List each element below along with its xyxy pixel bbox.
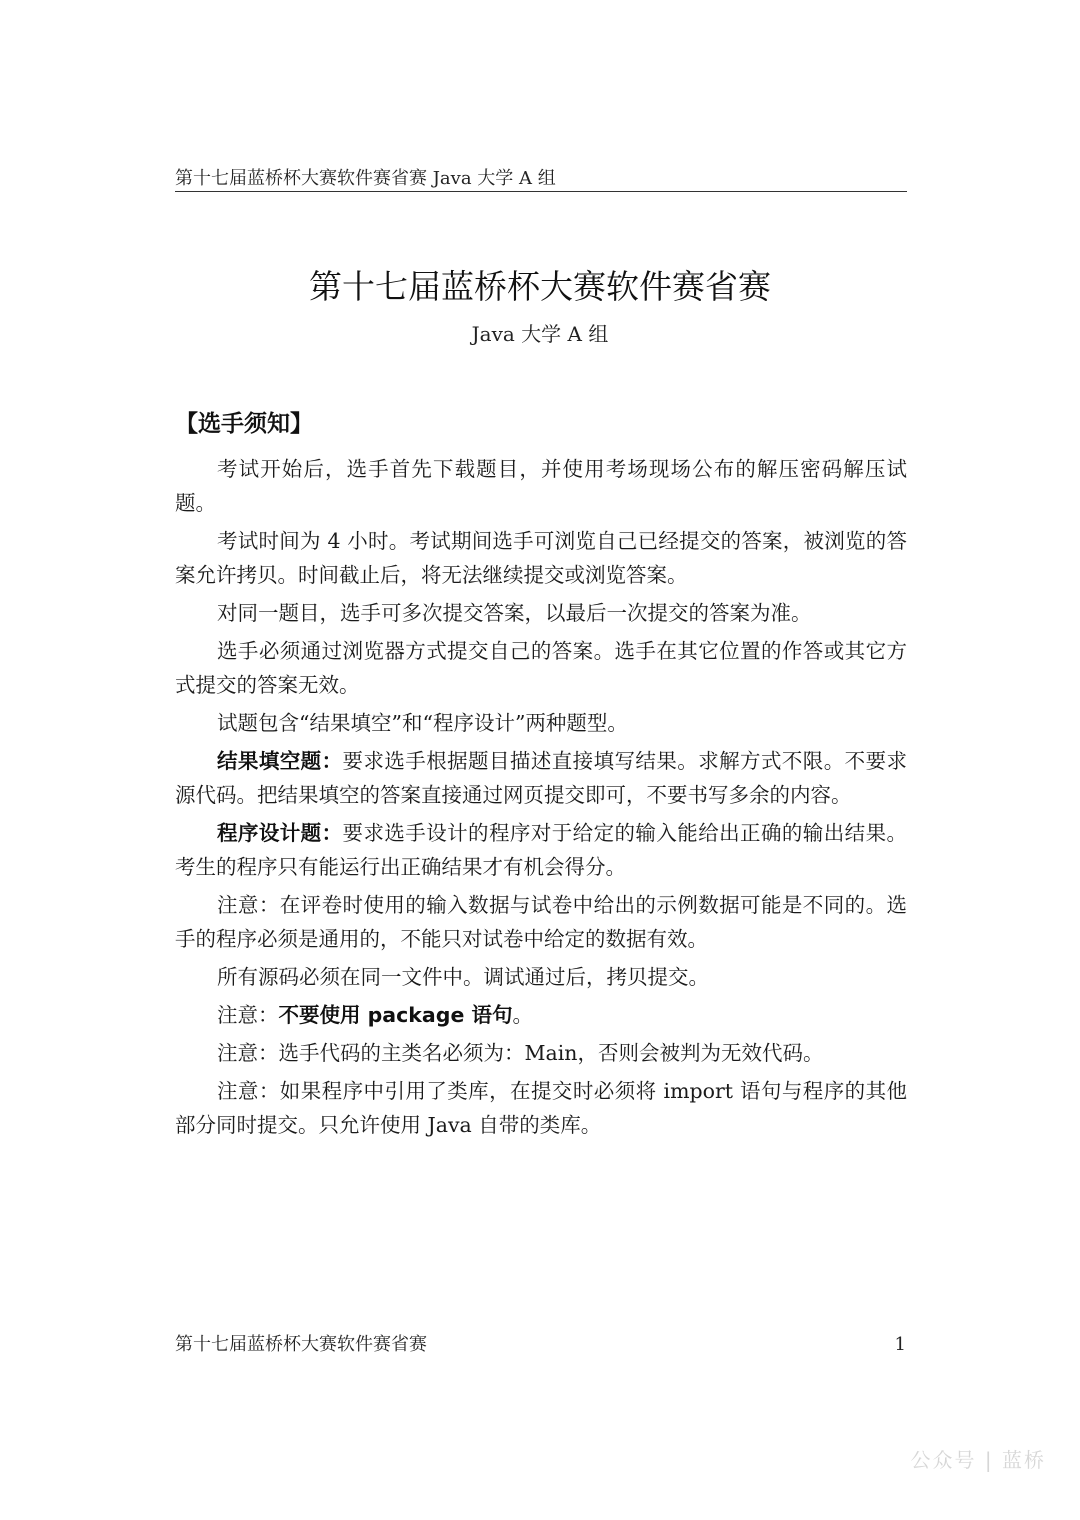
paragraph-text: 注意：在评卷时使用的输入数据与试卷中给出的示例数据可能是不同的。选手的程序必须是通用的，不能只对试卷中给定的数据有效。 [175, 893, 907, 951]
document-subtitle: Java 大学 A 组 [471, 322, 609, 346]
paragraph-text: 对同一题目，选手可多次提交答案，以最后一次提交的答案为准。 [217, 601, 812, 625]
note-prefix: 注意： [217, 1003, 279, 1027]
paragraph-text: 试题包含“结果填空”和“程序设计”两种题型。 [217, 711, 628, 735]
document-title: 第十七届蓝桥杯大赛软件赛省赛 [309, 267, 771, 306]
paragraph-exam-time [175, 524, 907, 592]
section-heading: 【选手须知】 [175, 411, 313, 437]
term-no-package: 不要使用 package 语句 [278, 1003, 513, 1027]
running-header: 第十七届蓝桥杯大赛软件赛省赛 Java 大学 A 组 [175, 168, 556, 189]
paragraph-programming [175, 816, 907, 884]
term-fill-blank: 结果填空题： [217, 749, 343, 773]
paragraph-fill-blank [175, 744, 907, 812]
paragraph-question-types [175, 706, 907, 740]
paragraph-text: 要求选手根据题目描述直接填写结果。求解方式不限。不要求源代码。把结果填空的答案直接通过网页提交即可，不要书写多余的内容。 [175, 749, 907, 807]
paragraph-browser-submit [175, 634, 907, 702]
running-footer: 第十七届蓝桥杯大赛软件赛省赛 [175, 1334, 427, 1355]
paragraph-single-file [175, 960, 907, 994]
term-programming: 程序设计题： [217, 821, 343, 845]
paragraph-text: 。 [512, 1003, 533, 1027]
paragraph-text: 考试开始后，选手首先下载题目，并使用考场现场公布的解压密码解压试题。 [175, 457, 907, 515]
paragraph-text: 注意：选手代码的主类名必须为：Main，否则会被判为无效代码。 [217, 1041, 824, 1065]
header-rule [175, 191, 907, 192]
paragraph-download [175, 452, 907, 520]
paragraph-text: 选手必须通过浏览器方式提交自己的答案。选手在其它位置的作答或其它方式提交的答案无效。 [175, 639, 907, 697]
paragraph-text: 要求选手设计的程序对于给定的输入能给出正确的输出结果。考生的程序只有能运行出正确结果才有机会得分。 [175, 821, 907, 879]
paragraph-note-input-data [175, 888, 907, 956]
watermark-text: 公众号 | 蓝桥 [910, 1448, 1046, 1472]
paragraph-text: 所有源码必须在同一文件中。调试通过后，拷贝提交。 [217, 965, 709, 989]
paragraph-note-package [175, 998, 907, 1032]
paragraph-text: 注意：如果程序中引用了类库，在提交时必须将 import 语句与程序的其他部分同时提交。只允许使用 Java 自带的类库。 [175, 1079, 907, 1137]
page-number: 1 [894, 1334, 906, 1355]
paragraph-text: 考试时间为 4 小时。考试期间选手可浏览自己已经提交的答案，被浏览的答案允许拷贝。时间截止后，将无法继续提交或浏览答案。 [175, 529, 907, 587]
instructions-body [175, 452, 907, 1146]
paragraph-note-import [175, 1074, 907, 1142]
paragraph-multiple-submit [175, 596, 907, 630]
paragraph-note-main-class [175, 1036, 907, 1070]
